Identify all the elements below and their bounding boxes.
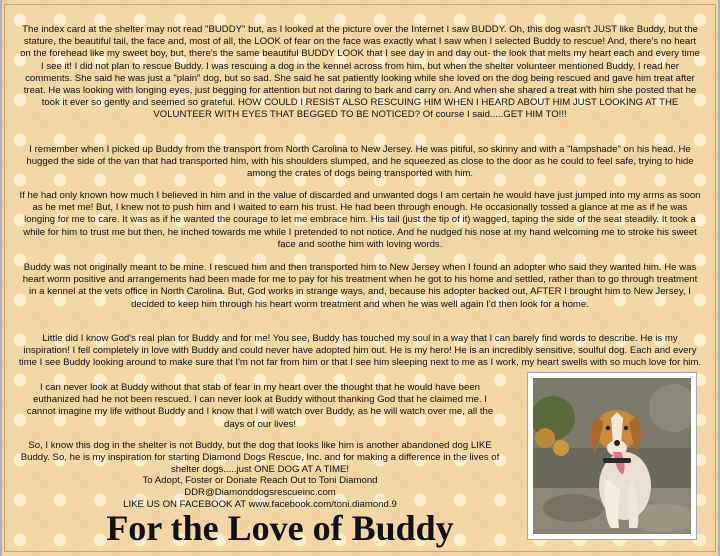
story-paragraph-7: So, I know this dog in the shelter is not Buddy, but the dog that looks like him is another abandoned dog LIKE Buddy. So, he is my inspiration for starting Diamond Dogs Rescue, Inc. and for making a difference in the lives of shelter dogs.....just ONE DOG AT A TIME! bbox=[20, 440, 500, 476]
story-paragraph-1: The index card at the shelter may not read "BUDDY" but, as I looked at the picture over the Internet I saw BUDDY. Oh, this dog wasn't JUST like Buddy, but the stature, the beautiful tail, the face and, most of all, the LOOK of fear on the face was exactly what I saw when I selected Buddy to rescue! And, there's no heart on the forehead like my sweet boy, but, there's the same beautiful BUDDY LOOK that I see day in and day out- the look that melts my heart each and every time I see it! I did not plan to rescue Buddy. I was rescuing a dog in the kennel across from him, but when the shelter volunteer mentioned Buddy, I read her comments. She said he was just a "plain" dog, but so sad. She said he sat patiently looking while she loved on the dog being rescued and gave him treat after treat. He was looking with longing eyes, just begging for attention but not daring to bark and carry on. And when she shared a treat with him she posted that he took it ever so gently and seemed so grateful. HOW COULD I RESIST ALSO RESCUING HIM WHEN I HEARD ABOUT HIM JUST LOOKING AT THE VOLUNTEER WITH EYES THAT BEGGED TO BE NOTICED? Of course I said.....GET HIM TO!!! bbox=[20, 24, 700, 121]
story-paragraph-4: Buddy was not originally meant to be mine. I rescued him and then transported him to New Jersey when I found an adopter who said they wanted him. He was heart worm positive and arrangements had been made for me to pay for his treatment when he got to his home and settled, rather than to go through treatment in a kennel at the vets office in North Carolina. But, God works in strange ways, and, because his adopter backed out, AFTER I brought him to New Jersey, I decided to keep him through his heart worm treatment and when he was well again I'd then look for a home. bbox=[22, 262, 698, 310]
story-paragraph-5: Little did I know God's real plan for Buddy and for me! You see, Buddy has touched my soul in a way that I can barely find words to describe. He is my inspiration! I fell completely in love with Buddy and could never have adopted him out. He is my hero! He is an incredibly sensitive, soulful dog. Each and every time I see Buddy looking around to make sure that I'm not far from him or that I see him sleeping next to me as I work, my heart swells with so much love for him. bbox=[18, 333, 702, 369]
story-paragraph-2: I remember when I picked up Buddy from the transport from North Carolina to New Jersey. He was pitiful, so skinny and with a "lampshade" on his head. He hugged the side of the van that had transported him, with his shoulders slumped, and he squeezed as close to the door as he could to feel safe, trying to hide among the crates of dogs being transported with him. bbox=[26, 144, 694, 180]
contact-email[interactable]: DDR@Diamonddogsrescueinc.com bbox=[184, 487, 336, 498]
facebook-link[interactable]: LIKE US ON FACEBOOK AT www.facebook.com/toni.diamond.9 bbox=[123, 499, 397, 510]
story-paragraph-6: I can never look at Buddy without that stab of fear in my heart over the thought that he would have been euthanized had he not been rescued. I can never look at Buddy without thanking God that he claimed me. I cannot imagine my life without Buddy and I know that I will watch over Buddy, as he will watch over me, all the days of our lives! bbox=[26, 382, 494, 430]
dog-photo bbox=[527, 372, 697, 540]
dog-photo-illustration bbox=[533, 378, 691, 534]
left-edge bbox=[0, 0, 2, 556]
story-paragraph-3: If he had only known how much I believed in him and in the value of discarded and unwanted dogs I am certain he would have just jumped into my arms as soon as he met me! But, I knew not to push him and I waited to earn his trust. He had been through enough. He occasionally tossed a glance at me as if he was longing for me to care. It was as if he wanted the courage to let me embrace him. His tail (just the tip of it) wagged, taping the side of the seat steadily. It took a while for him to trust me but then, he inched towards me while I pretended to not notice. And he nudged his nose at my hand welcoming me to stroke his sweet face and soothe him with loving words. bbox=[19, 190, 701, 250]
contact-line: To Adopt, Foster or Donate Reach Out to Toni Diamond bbox=[142, 475, 378, 486]
flyer-title: For the Love of Buddy bbox=[106, 508, 454, 548]
